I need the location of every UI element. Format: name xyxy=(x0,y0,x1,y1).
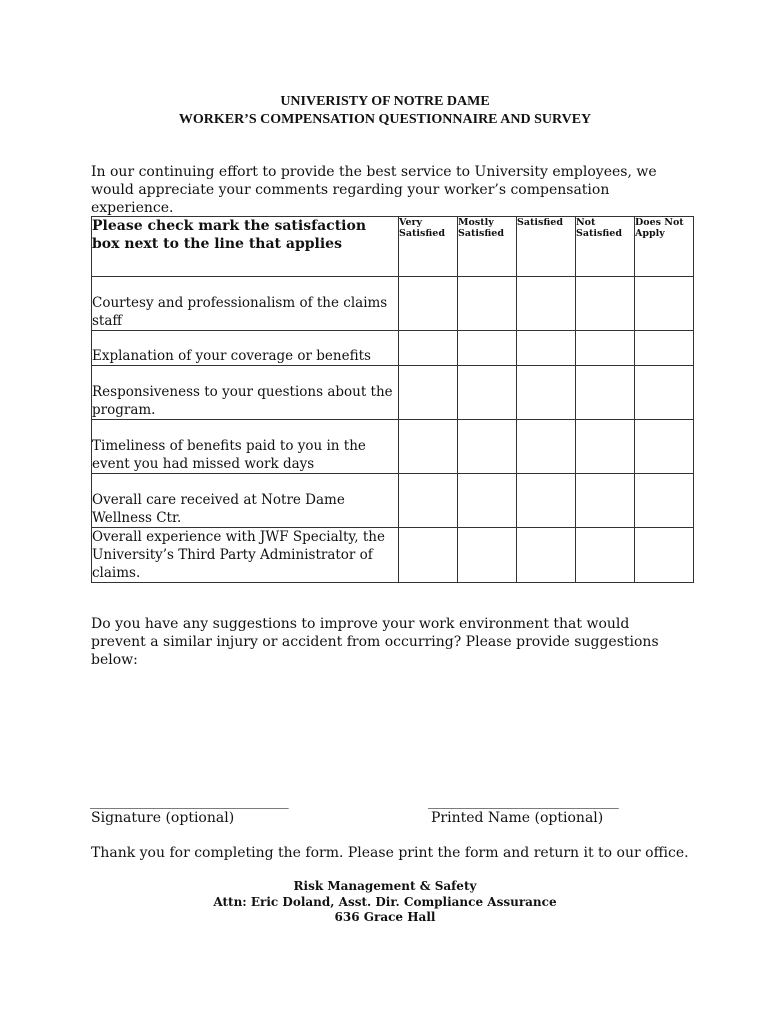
check-box-cell[interactable] xyxy=(399,420,458,474)
check-box-cell[interactable] xyxy=(458,366,517,420)
check-box-cell[interactable] xyxy=(576,277,635,331)
row-label-responsiveness: Responsiveness to your questions about the program. xyxy=(92,366,399,420)
check-box-cell[interactable] xyxy=(635,277,694,331)
check-box-cell[interactable] xyxy=(635,528,694,583)
row-label-timeliness: Timeliness of benefits paid to you in the event you had missed work days xyxy=(92,420,399,474)
document-title xyxy=(0,93,770,129)
check-box-cell[interactable] xyxy=(517,366,576,420)
check-box-cell[interactable] xyxy=(517,331,576,366)
title-form-name: WORKER’S COMPENSATION QUESTIONNAIRE AND SURVEY xyxy=(178,112,592,127)
table-row xyxy=(92,474,694,528)
check-box-cell[interactable] xyxy=(399,366,458,420)
intro-paragraph: In our continuing effort to provide the best service to University employees, we would appreciate your comments regarding your worker’s compensation experience. xyxy=(91,164,657,216)
title-university: UNIVERISTY OF NOTRE DAME xyxy=(280,94,490,109)
suggestions-prompt: Do you have any suggestions to improve your work environment that would prevent a similar injury or accident from occurring? Please provide suggestions below: xyxy=(91,616,659,668)
check-box-cell[interactable] xyxy=(399,528,458,583)
check-box-cell[interactable] xyxy=(635,474,694,528)
check-box-cell[interactable] xyxy=(635,366,694,420)
check-box-cell[interactable] xyxy=(399,474,458,528)
check-box-cell[interactable] xyxy=(576,331,635,366)
header-mostly-satisfied: Mostly Satisfied xyxy=(458,217,517,277)
check-box-cell[interactable] xyxy=(635,331,694,366)
header-not-satisfied: Not Satisfied xyxy=(576,217,635,277)
check-box-cell[interactable] xyxy=(635,420,694,474)
check-box-cell[interactable] xyxy=(576,420,635,474)
check-box-cell[interactable] xyxy=(458,277,517,331)
table-row xyxy=(92,528,694,583)
check-box-cell[interactable] xyxy=(458,474,517,528)
footer-attention: Attn: Eric Doland, Asst. Dir. Compliance Assurance xyxy=(213,894,557,909)
check-box-cell[interactable] xyxy=(517,528,576,583)
thank-you-note: Thank you for completing the form. Please print the form and return it to our office. xyxy=(91,845,689,861)
footer-location: 636 Grace Hall xyxy=(334,910,436,924)
row-label-courtesy: Courtesy and professionalism of the claims staff xyxy=(92,277,399,331)
check-box-cell[interactable] xyxy=(458,528,517,583)
printed-name-label: Printed Name (optional) xyxy=(431,810,604,826)
printed-name-line[interactable]: ________________________ xyxy=(428,793,619,809)
header-satisfied: Satisfied xyxy=(517,217,576,277)
table-row xyxy=(92,277,694,331)
check-box-cell[interactable] xyxy=(576,366,635,420)
table-row xyxy=(92,331,694,366)
check-box-cell[interactable] xyxy=(458,420,517,474)
check-box-cell[interactable] xyxy=(399,331,458,366)
check-box-cell[interactable] xyxy=(576,528,635,583)
return-address xyxy=(0,879,770,926)
table-header-row xyxy=(92,217,694,277)
check-box-cell[interactable] xyxy=(517,474,576,528)
header-does-not-apply: Does Not Apply xyxy=(635,217,694,277)
check-box-cell[interactable] xyxy=(517,420,576,474)
header-very-satisfied: Very Satisfied xyxy=(399,217,458,277)
check-box-cell[interactable] xyxy=(517,277,576,331)
satisfaction-table xyxy=(91,216,694,583)
check-box-cell[interactable] xyxy=(576,474,635,528)
row-label-wellness-care: Overall care received at Notre Dame Wellness Ctr. xyxy=(92,474,399,528)
signature-line[interactable]: _________________________ xyxy=(90,793,289,809)
row-label-explanation: Explanation of your coverage or benefits xyxy=(92,331,399,366)
question-column-header: Please check mark the satisfaction box next to the line that applies xyxy=(92,217,399,277)
footer-department: Risk Management & Safety xyxy=(293,879,477,893)
table-row xyxy=(92,420,694,474)
signature-label: Signature (optional) xyxy=(91,810,235,826)
check-box-cell[interactable] xyxy=(399,277,458,331)
check-box-cell[interactable] xyxy=(458,331,517,366)
table-row xyxy=(92,366,694,420)
row-label-jwf-experience: Overall experience with JWF Specialty, the University’s Third Party Administrator of claims. xyxy=(92,528,399,583)
